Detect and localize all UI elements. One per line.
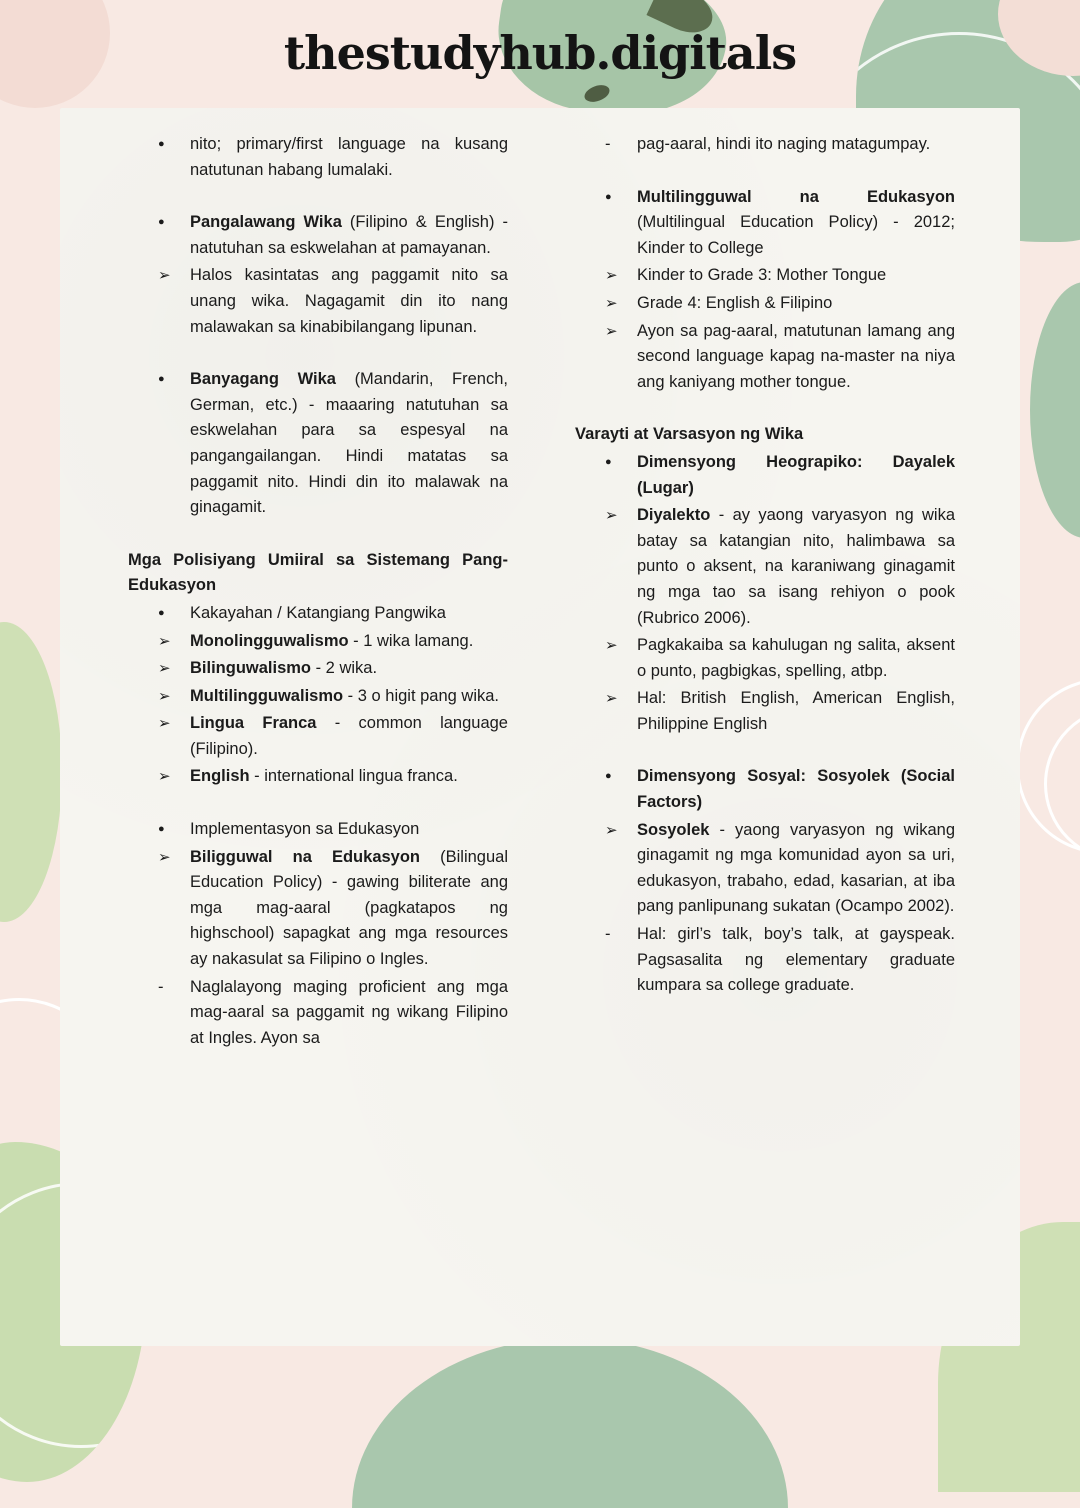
arrow-marker: ➢ <box>158 660 171 678</box>
item-text: Banyagang Wika (Mandarin, French, German, etc.) - maaaring natutuhan sa eskwelahan para sa espesyal na pangangailangan. Hindi matatas sa paggamit nito. Hindi din ito malawak na ginagamit. <box>190 370 508 517</box>
dash-marker: - <box>158 977 164 996</box>
item-text: Dimensyong Sosyal: Sosyolek (Social Factors) <box>637 767 955 812</box>
right-green-blob <box>1030 282 1080 538</box>
arrow-marker: ➢ <box>605 322 618 340</box>
item-text: pag-aaral, hindi ito naging matagumpay. <box>637 135 931 153</box>
list-item <box>128 210 508 261</box>
bullet-marker: ● <box>605 190 612 203</box>
item-text: Pangalawang Wika (Filipino & English) - natutuhan sa eskwelahan at pamayanan. <box>190 213 508 257</box>
arrow-marker: ➢ <box>605 690 618 708</box>
list-item <box>575 450 955 501</box>
list-item <box>128 975 508 1052</box>
list-item <box>575 764 955 815</box>
item-text: Multilingguwal na Edukasyon (Multilingual Education Policy) - 2012; Kinder to College <box>637 187 955 257</box>
item-text: Lingua Franca - common language (Filipino). <box>190 714 508 758</box>
bullet-marker: ● <box>158 373 165 386</box>
list-item <box>128 845 508 973</box>
item-text: Naglalayong maging proficient ang mga mag-aaral sa paggamit ng wikang Filipino at Ingles. Ayon sa <box>190 977 508 1047</box>
list-item <box>575 263 955 289</box>
bullet-marker: ● <box>158 216 165 229</box>
item-text: Hal: British English, American English, Philippine English <box>637 689 955 733</box>
list-item <box>128 629 508 655</box>
list-item <box>575 319 955 396</box>
list-item <box>575 291 955 317</box>
bottom-green-blob <box>352 1338 788 1508</box>
item-text: Biligguwal na Edukasyon (Bilingual Education Policy) - gawing biliterate ang mga mag-aaral (pagkatapos ng highschool) sapagkat ang mga resources ay nakasulat sa Filipino o Ingles. <box>190 847 508 969</box>
list-item <box>575 818 955 920</box>
item-text: Kinder to Grade 3: Mother Tongue <box>637 266 887 285</box>
list-item <box>575 503 955 631</box>
list-item <box>575 633 955 684</box>
list-item <box>575 185 955 262</box>
column-left <box>128 130 508 1051</box>
arrow-marker: ➢ <box>605 637 618 655</box>
item-text: Dimensyong Heograpiko: Dayalek (Lugar) <box>637 452 955 497</box>
arrow-marker: ➢ <box>158 267 171 285</box>
section-heading: Mga Polisiyang Umiiral sa Sistemang Pang-Edukasyon <box>128 550 508 595</box>
list-item <box>128 601 508 627</box>
list-item <box>128 817 508 843</box>
arrow-marker: ➢ <box>605 821 618 839</box>
arrow-marker: ➢ <box>605 507 618 525</box>
left-green-blob <box>0 622 62 922</box>
notes-paper <box>60 108 1020 1346</box>
item-text: Sosyolek - yaong varyasyon ng wikang ginagamit ng mga komunidad ayon sa uri, edukasyon, trabaho, edad, kasarian, at iba pang panlipunang sukatan (Ocampo 2002). <box>637 820 955 916</box>
dash-marker: - <box>605 135 611 153</box>
list-item <box>128 711 508 762</box>
arrow-marker: ➢ <box>158 715 171 733</box>
item-text: Pagkakaiba sa kahulugan ng salita, aksent o punto, pagbigkas, spelling, atbp. <box>637 636 955 680</box>
column-right <box>575 130 955 1051</box>
item-text: Hal: girl’s talk, boy’s talk, at gayspeak. Pagsasalita ng elementary graduate kumpara sa college graduate. <box>637 925 955 995</box>
list-item <box>128 367 508 521</box>
arrow-marker: ➢ <box>605 294 618 312</box>
arrow-marker: ➢ <box>158 687 171 705</box>
bullet-marker: ● <box>158 823 165 836</box>
brand-title: thestudyhub.digitals <box>283 26 797 80</box>
section-heading: Varayti at Varsasyon ng Wika <box>575 425 804 444</box>
list-item <box>128 656 508 682</box>
item-text: Monolingguwalismo - 1 wika lamang. <box>190 631 474 650</box>
arrow-marker: ➢ <box>158 848 171 866</box>
bullet-marker: ● <box>605 770 612 783</box>
item-text: Kakayahan / Katangiang Pangwika <box>190 603 446 622</box>
item-text: Multilingguwalismo - 3 o higit pang wika. <box>190 686 499 705</box>
list-item <box>128 684 508 710</box>
arrow-marker: ➢ <box>158 632 171 650</box>
arrow-marker: ➢ <box>605 267 618 285</box>
item-text: English - international lingua franca. <box>190 767 458 786</box>
list-item <box>575 922 955 999</box>
dash-marker: - <box>605 925 611 944</box>
list-item <box>128 764 508 790</box>
bullet-marker: ● <box>158 606 165 619</box>
item-text: Grade 4: English & Filipino <box>637 293 833 312</box>
notes-columns <box>128 130 955 1051</box>
item-text: Halos kasintatas ang paggamit nito sa unang wika. Nagagamit din ito nang malawakan sa kinabibilangang lipunan. <box>190 266 508 336</box>
item-text: Diyalekto - ay yaong varyasyon ng wika batay sa katangian nito, halimbawa sa punto o aksent, na karaniwang ginagamit ng mga tao sa isang rehiyon o pook (Rubrico 2006). <box>637 506 955 627</box>
list-item <box>575 132 955 158</box>
list-item <box>128 263 508 340</box>
item-text: nito; primary/first language na kusang natutunan habang lumalaki. <box>190 135 508 179</box>
list-item <box>575 686 955 737</box>
bullet-marker: ● <box>605 455 612 468</box>
item-text: Ayon sa pag-aaral, matutunan lamang ang second language kapag na-master na niya ang kaniyang mother tongue. <box>637 321 955 391</box>
item-text: Implementasyon sa Edukasyon <box>190 820 420 839</box>
bullet-marker: ● <box>158 138 165 150</box>
list-item <box>128 132 508 183</box>
arrow-marker: ➢ <box>158 768 171 786</box>
item-text: Bilinguwalismo - 2 wika. <box>190 659 378 678</box>
